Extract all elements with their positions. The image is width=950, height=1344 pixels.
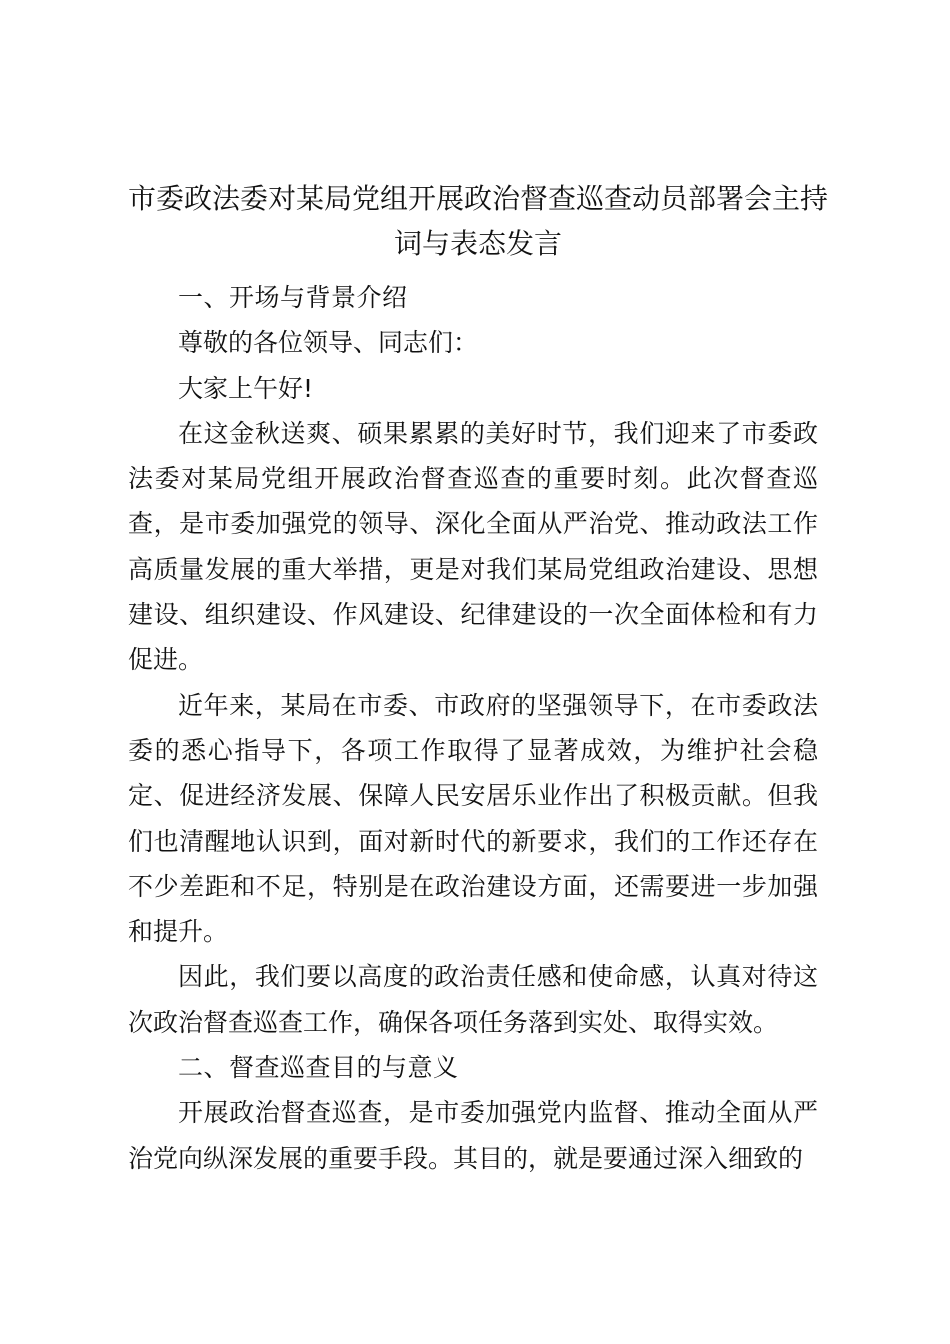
document-body <box>128 275 818 1181</box>
document-title: 市委政法委对某局党组开展政治督查巡查动员部署会主持词与表态发言 <box>128 182 829 260</box>
greeting: 大家上午好! <box>178 373 314 403</box>
body-paragraph: 因此，我们要以高度的政治责任感和使命感，认真对待这次政治督查巡查工作，确保各项任务落到实处、取得实效。 <box>128 962 818 1037</box>
body-paragraph: 在这金秋送爽、硕果累累的美好时节，我们迎来了市委政法委对某局党组开展政治督查巡查的重要时刻。此次督查巡查，是市委加强党的领导、深化全面从严治党、推动政法工作高质量发展的重大举措，更是对我们某局党组政治建设、思想建设、组织建设、作风建设、纪律建设的一次全面体检和有力促进。 <box>128 418 818 675</box>
body-paragraph: 开展政治督查巡查，是市委加强党内监督、推动全面从严治党向纵深发展的重要手段。其目的，就是要通过深入细致的 <box>128 1098 818 1173</box>
section-heading: 一、开场与背景介绍 <box>178 283 408 312</box>
salutation: 尊敬的各位领导、同志们： <box>178 328 479 358</box>
body-paragraph: 近年来，某局在市委、市政府的坚强领导下，在市委政法委的悉心指导下，各项工作取得了显著成效，为维护社会稳定、促进经济发展、保障人民安居乐业作出了积极贡献。但我们也清醒地认识到，面对新时代的新要求，我们的工作还存在不少差距和不足，特别是在政治建设方面，还需要进一步加强和提升。 <box>128 690 818 947</box>
section-heading: 二、督查巡查目的与意义 <box>178 1053 459 1083</box>
